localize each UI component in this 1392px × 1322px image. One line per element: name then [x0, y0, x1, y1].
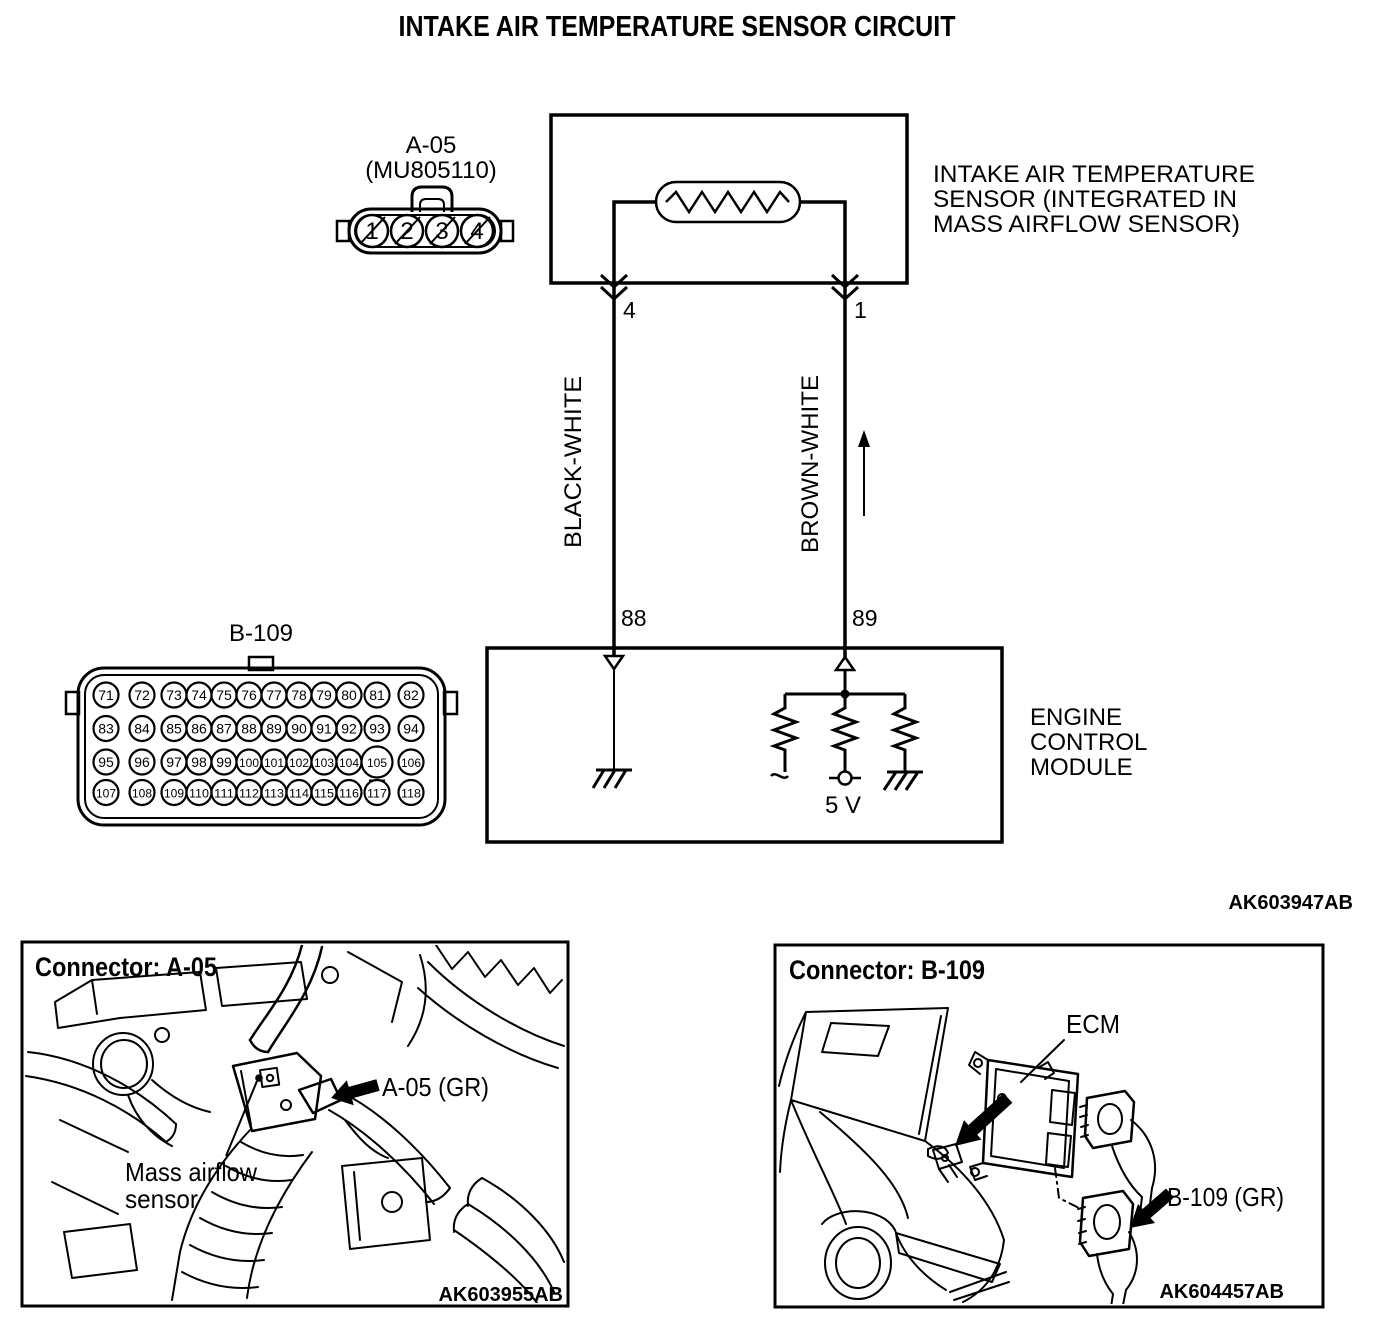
engine-bay-illustration	[26, 945, 564, 1303]
a05-pin-number: 2	[400, 218, 414, 245]
a05-pin-number: 1	[365, 218, 379, 245]
sensor-box	[551, 115, 907, 283]
b109-connector-label: B-109	[228, 620, 294, 647]
wire-color-black-white: BLACK-WHITE	[560, 383, 587, 548]
signal-direction-arrow-icon	[858, 430, 870, 516]
b109-pin-number: 72	[134, 687, 150, 703]
b109-pin-number: 75	[216, 687, 232, 703]
b109-pin-number: 78	[291, 687, 307, 703]
sensor-pin-1: 1	[854, 297, 867, 323]
panel-a05-title: Connector: A-05	[35, 952, 217, 982]
b109-pin-number: 93	[369, 720, 385, 737]
b109-pin-number: 100	[239, 758, 259, 770]
sensor-box-label-line3: MASS AIRFLOW SENSOR)	[933, 211, 1240, 238]
b109-pin-number: 110	[189, 788, 209, 801]
continuation-hook-icon	[771, 774, 788, 777]
page-title: INTAKE AIR TEMPERATURE SENSOR CIRCUIT	[398, 11, 956, 43]
b109-pin-number: 82	[403, 687, 419, 703]
b109-pin-number: 74	[191, 687, 207, 703]
b109-connector-drawing	[1080, 1191, 1133, 1256]
b109-pin-number: 118	[401, 788, 421, 801]
supply-terminal-icon	[829, 772, 861, 785]
b109-pin-number: 89	[266, 720, 282, 737]
a05-connector-face	[337, 187, 513, 253]
maf-leader-dot	[255, 1074, 263, 1082]
windshield-drawing	[791, 1008, 948, 1141]
ground-symbol-icon	[884, 772, 923, 790]
resistor-icon	[774, 694, 916, 772]
b109-gr-label: B-109 (GR)	[1167, 1182, 1284, 1212]
b109-pin-number: 92	[341, 720, 357, 737]
b109-pin-number: 113	[264, 788, 284, 801]
headlight-drawing	[896, 1233, 1000, 1282]
b109-pin-number: 107	[96, 788, 116, 801]
b109-pin-number: 97	[166, 754, 182, 770]
b109-pin-number: 99	[216, 754, 232, 770]
b109-pin-number: 104	[339, 758, 360, 770]
b109-pin-number: 84	[134, 720, 150, 737]
a05-gr-label: A-05 (GR)	[382, 1072, 489, 1102]
sensor-box-label-line1: INTAKE AIR TEMPERATURE	[933, 161, 1255, 188]
wire-color-brown-white: BROWN-WHITE	[797, 375, 824, 553]
b109-pin-number: 77	[266, 687, 282, 703]
b109-connector-face	[66, 657, 457, 825]
b109-pin-number: 86	[191, 720, 207, 737]
b109-pin-number: 116	[339, 788, 359, 801]
ecm-box	[487, 648, 1002, 842]
panel-b109-figure-code: AK604457AB	[1159, 1281, 1284, 1303]
sensor-pin-4: 4	[623, 297, 636, 323]
mass-airflow-sensor-drawing	[233, 1053, 321, 1131]
a05-pin-grid	[356, 215, 493, 247]
b109-pin-number: 76	[241, 687, 257, 703]
ecm-label-line1: ENGINE	[1030, 704, 1123, 731]
resistor-zigzag-icon	[666, 192, 789, 212]
b109-pin-number: 94	[403, 720, 419, 737]
b109-pin-number: 81	[369, 687, 385, 703]
wire-black-white	[601, 202, 656, 656]
a05-pin-number: 3	[435, 218, 449, 245]
b109-pin-number: 106	[401, 758, 421, 770]
b109-pin-number: 79	[316, 687, 332, 703]
ecm-label-line3: MODULE	[1030, 754, 1133, 781]
b109-pin-number: 96	[134, 754, 150, 770]
b109-pin-number: 87	[216, 720, 232, 737]
a05-connector-label: A-05	[405, 132, 457, 159]
thermistor-capsule	[656, 182, 800, 222]
a05-side-tab	[337, 221, 349, 241]
b109-pin-number: 114	[289, 788, 310, 801]
b109-pin-number: 102	[289, 758, 309, 770]
b109-pin-number: 98	[191, 754, 207, 770]
car-illustration	[779, 1008, 1155, 1307]
b109-pin-number: 117	[367, 788, 387, 801]
ground-symbol-icon	[593, 770, 632, 788]
supply-voltage-label: 5 V	[824, 792, 862, 819]
b109-pin-number: 73	[166, 687, 182, 703]
a05-side-tab	[501, 221, 513, 241]
maf-label-line1: Mass airflow	[125, 1157, 258, 1187]
ecm-label-line2: CONTROL	[1030, 729, 1148, 756]
b109-pin-number: 91	[316, 720, 332, 737]
a05-pin-number: 4	[470, 218, 484, 245]
b109-pin-number: 109	[164, 788, 184, 801]
ecm-pin-89: 89	[852, 605, 878, 631]
b109-pin-number: 80	[341, 687, 357, 703]
ecm-pin-88: 88	[621, 605, 647, 631]
pin-entry-triangle-icon	[836, 657, 854, 670]
panel-connector-b109	[775, 945, 1323, 1307]
b109-pin-number: 71	[98, 687, 114, 703]
b109-pin-number: 108	[132, 788, 152, 801]
pin-entry-triangle-icon	[605, 656, 623, 669]
a05-part-number: (MU805110)	[365, 157, 497, 184]
ecm-callout-label: ECM	[1066, 1009, 1120, 1039]
b109-pin-number: 101	[264, 758, 284, 770]
b109-pin-number: 103	[314, 758, 334, 770]
b109-pin-grid	[94, 683, 424, 806]
b109-pin-number: 111	[214, 788, 234, 801]
panel-connector-a05	[22, 942, 568, 1306]
sensor-box-label-line2: SENSOR (INTEGRATED IN	[933, 186, 1237, 213]
diagram-figure-code: AK603947AB	[1228, 892, 1353, 914]
maf-label-line2: sensor	[125, 1184, 199, 1214]
b109-pin-number: 90	[291, 720, 307, 737]
b109-pin-number: 112	[239, 788, 259, 801]
b109-pin-number: 88	[241, 720, 257, 737]
panel-b109-title: Connector: B-109	[789, 955, 985, 985]
b109-pin-number: 115	[314, 788, 334, 801]
b109-pin-number: 85	[166, 720, 182, 737]
panel-a05-figure-code: AK603955AB	[438, 1284, 563, 1306]
b109-pin-number: 95	[98, 754, 114, 770]
b109-pin-number: 105	[367, 758, 387, 770]
b109-pin-number: 83	[98, 720, 114, 737]
upper-connector-drawing	[1085, 1091, 1134, 1148]
